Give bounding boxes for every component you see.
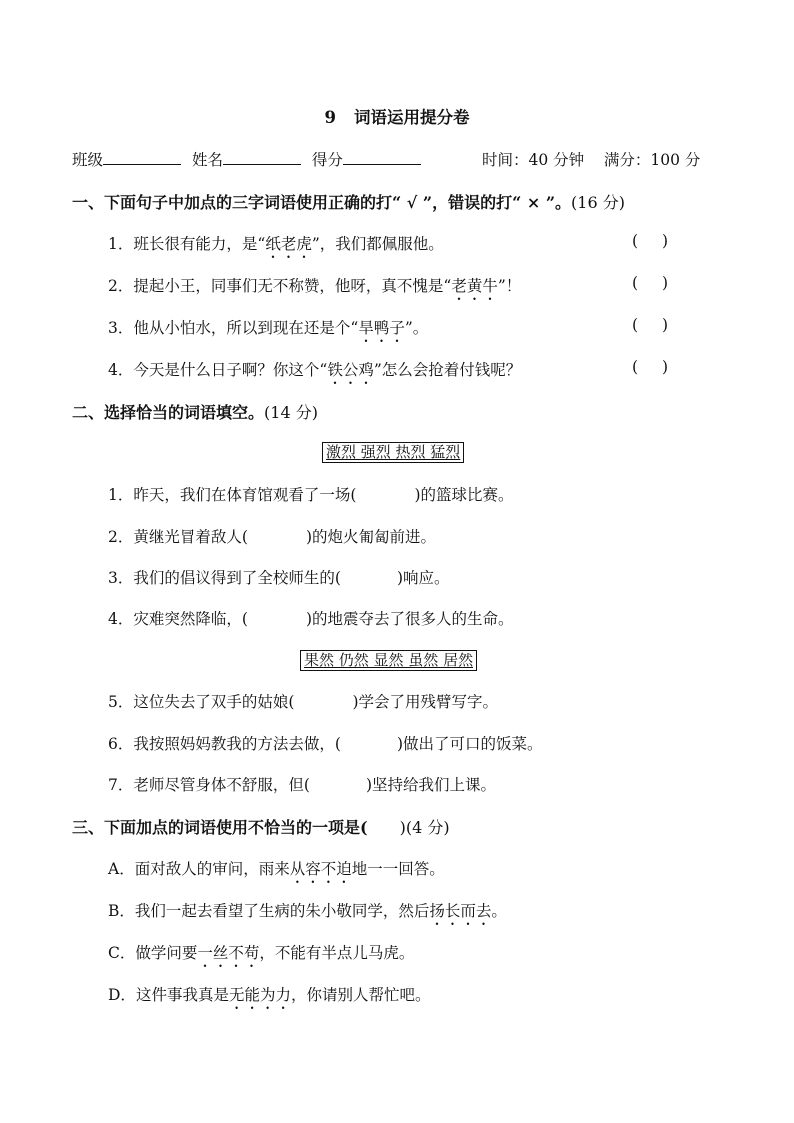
s2-item-6 <box>108 732 543 754</box>
item-number: 3． <box>108 319 134 337</box>
section-2-score: (14 分) <box>264 403 318 422</box>
item-text: 灾难突然降临，( <box>133 610 248 628</box>
dotted-term: 铁公鸡 <box>327 361 374 379</box>
section-3-heading-text: 三、下面加点的词语使用不恰当的一项是( <box>72 818 368 837</box>
item-number: 7． <box>108 776 134 794</box>
score-label: 得分 <box>311 151 343 169</box>
score-blank[interactable] <box>343 150 421 165</box>
section-1-heading <box>72 190 625 213</box>
option-letter: D． <box>108 986 136 1004</box>
dotted-term: 纸老虎 <box>265 235 312 253</box>
item-text: ”。 <box>404 319 429 337</box>
class-blank[interactable] <box>103 150 181 165</box>
class-label: 班级 <box>72 151 104 169</box>
option-text: 做学问要 <box>135 944 198 962</box>
s2-item-4 <box>108 607 514 629</box>
item-number: 6． <box>108 735 134 753</box>
full-score-label: 满分：100 分 <box>603 151 701 169</box>
item-number: 4． <box>108 361 134 379</box>
s3-option-a[interactable] <box>108 857 445 887</box>
option-text: ，不能有半点儿马虎。 <box>259 944 415 962</box>
dotted-term: 老黄牛 <box>451 277 498 295</box>
section-3-heading <box>72 815 450 838</box>
option-letter: C． <box>108 944 136 962</box>
s1-item-3 <box>108 316 428 346</box>
section-3-score: (4 分) <box>405 818 450 837</box>
item-text: ”！ <box>497 277 522 295</box>
item-text: 提起小王，同事们无不称赞，他呀，真不愧是“ <box>133 277 452 295</box>
item-text: )响应。 <box>396 569 450 587</box>
item-text: 今天是什么日子啊？你这个“ <box>133 361 328 379</box>
paren-open: ( <box>632 232 639 250</box>
item-text: 班长很有能力，是“ <box>133 235 266 253</box>
option-text: 面对敌人的审问，雨来 <box>134 860 290 878</box>
name-label: 姓名 <box>191 151 223 169</box>
item-text: ”，我们都佩服他。 <box>311 235 444 253</box>
option-text: ，你请别人帮忙吧。 <box>290 986 431 1004</box>
s2-item-2 <box>108 525 436 547</box>
paren-close: ) <box>662 316 669 334</box>
item-text: 他从小怕水，所以到现在还是个“ <box>133 319 359 337</box>
item-number: 1． <box>108 486 134 504</box>
s1-answer-paren-3[interactable] <box>632 316 692 334</box>
item-number: 2． <box>108 277 134 295</box>
item-text: )做出了可口的饭菜。 <box>396 735 543 753</box>
item-text: 老师尽管身体不舒服，但( <box>133 776 310 794</box>
word-box-1: 激烈 强烈 热烈 猛烈 <box>322 442 464 463</box>
s1-item-2 <box>108 274 521 304</box>
option-letter: A． <box>108 860 135 878</box>
item-number: 5． <box>108 693 134 711</box>
s1-answer-paren-2[interactable] <box>632 274 692 292</box>
paren-close: ) <box>662 274 669 292</box>
option-text: 这件事我真是 <box>135 986 229 1004</box>
item-text: 昨天，我们在体育馆观看了一场( <box>133 486 357 504</box>
student-info-row <box>72 148 724 170</box>
paren-close: ) <box>662 232 669 250</box>
item-text: 我按照妈妈教我的方法去做，( <box>133 735 341 753</box>
item-text: )的篮球比赛。 <box>414 486 514 504</box>
item-text: 我们的倡议得到了全校师生的( <box>133 569 341 587</box>
item-number: 1． <box>108 235 134 253</box>
option-letter: B． <box>108 902 135 920</box>
name-blank[interactable] <box>223 150 301 165</box>
dotted-term: 从容不迫 <box>289 860 352 878</box>
s3-option-d[interactable] <box>108 983 430 1013</box>
section-1-heading-text: 一、下面句子中加点的三字词语使用正确的打“ √ ”，错误的打“ × ”。 <box>72 193 572 212</box>
item-text: ”怎么会抢着付钱呢？ <box>373 361 522 379</box>
option-text: 。 <box>491 902 507 920</box>
word-box-2: 果然 仍然 显然 虽然 居然 <box>300 650 477 671</box>
title-number: 9 <box>324 108 336 127</box>
item-number: 3． <box>108 569 134 587</box>
s2-item-1 <box>108 483 514 505</box>
s1-item-1 <box>108 232 444 262</box>
dotted-term: 旱鸭子 <box>358 319 405 337</box>
s2-item-5 <box>108 690 498 712</box>
dotted-term: 一丝不苟 <box>197 944 260 962</box>
dotted-term: 无能为力 <box>228 986 291 1004</box>
page-title <box>0 104 794 128</box>
time-label: 时间：40 分钟 <box>482 151 585 169</box>
paren-close: ) <box>399 818 406 837</box>
s2-item-7 <box>108 773 496 795</box>
s2-item-3 <box>108 566 450 588</box>
title-text: 词语运用提分卷 <box>353 108 470 127</box>
s1-item-4 <box>108 358 521 388</box>
paren-open: ( <box>632 274 639 292</box>
item-text: )的地震夺去了很多人的生命。 <box>305 610 514 628</box>
dotted-term: 扬长而去 <box>429 902 492 920</box>
s1-answer-paren-4[interactable] <box>632 358 692 376</box>
option-text: 我们一起去看望了生病的朱小敬同学，然后 <box>134 902 430 920</box>
item-text: )学会了用残臂写字。 <box>352 693 498 711</box>
item-text: )坚持给我们上课。 <box>365 776 496 794</box>
s3-option-c[interactable] <box>108 941 414 971</box>
paren-close: ) <box>662 358 669 376</box>
item-text: 这位失去了双手的姑娘( <box>133 693 295 711</box>
section-1-score: (16 分) <box>571 193 625 212</box>
item-text: )的炮火匍匐前进。 <box>305 528 436 546</box>
option-text: 地一一回答。 <box>351 860 445 878</box>
time-and-score <box>482 148 700 170</box>
paren-open: ( <box>632 316 639 334</box>
paren-open: ( <box>632 358 639 376</box>
item-number: 2． <box>108 528 134 546</box>
section-2-heading <box>72 400 318 423</box>
item-number: 4． <box>108 610 134 628</box>
section-2-heading-text: 二、选择恰当的词语填空。 <box>72 403 265 422</box>
s3-option-b[interactable] <box>108 899 507 929</box>
item-text: 黄继光冒着敌人( <box>133 528 248 546</box>
s1-answer-paren-1[interactable] <box>632 232 692 250</box>
